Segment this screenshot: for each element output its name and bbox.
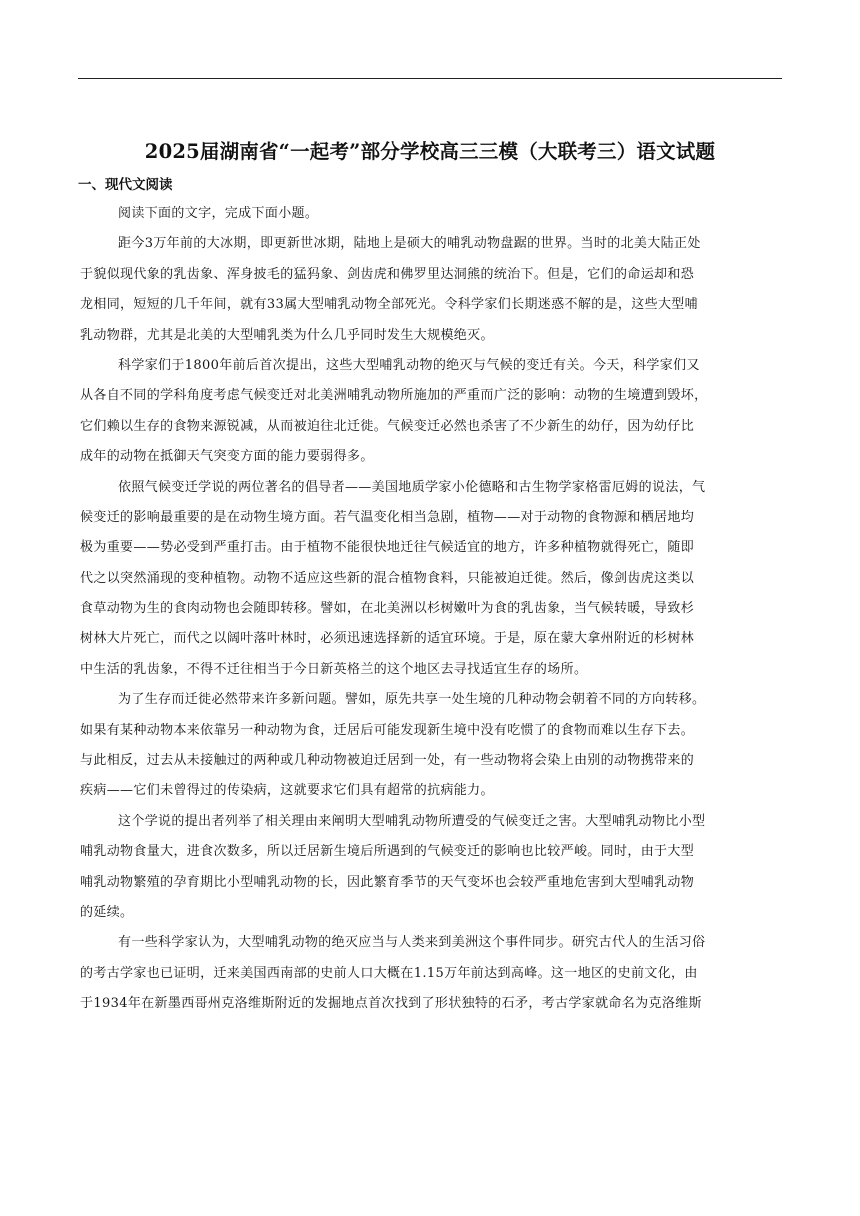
paragraph-instructions: [80, 199, 782, 229]
text-line: 中生活的乳齿象，不得不迁往相当于今日新英格兰的这个地区去寻找适宜生存的场所。: [80, 661, 588, 677]
header-rule: [78, 78, 782, 79]
paragraph-4: [80, 685, 782, 807]
paragraph-6: [80, 928, 782, 1019]
page-title: 2025届湖南省“一起考”部分学校高三三模（大联考三）语文试题: [144, 140, 716, 163]
text-line: 阅读下面的文字，完成下面小题。: [118, 206, 319, 221]
text-line: 哺乳动物食量大，进食次数多，所以迁居新生境后所遇到的气候变迁的影响也比较严峻。同时，由于大型: [80, 844, 695, 860]
text-line: 树林大片死亡，而代之以阔叶落叶林时，必须迅速选择新的适宜环境。于是，原在蒙大拿州附近的杉树林: [80, 631, 695, 647]
text-line: 候变迁的影响最重要的是在动物生境方面。若气温变化相当急剧，植物——对于动物的食物源和栖居地均: [80, 509, 695, 525]
text-line: 乳动物群，尤其是北美的大型哺乳类为什么几乎同时发生大规模绝灭。: [80, 327, 494, 343]
text-line: 食草动物为生的食肉动物也会随即转移。譬如，在北美洲以杉树嫩叶为食的乳齿象，当气候转暖，导致杉: [80, 601, 695, 617]
text-line: 与此相反，过去从未接触过的两种或几种动物被迫迁居到一处，有一些动物将会染上由别的动物携带来的: [80, 753, 695, 769]
paragraph-1: [80, 229, 782, 351]
text-line: 于貌似现代象的乳齿象、浑身披毛的猛犸象、剑齿虎和佛罗里达洞熊的统治下。但是，它们的命运却和恐: [80, 266, 695, 282]
text-line: 哺乳动物繁殖的孕育期比小型哺乳动物的长，因此繁育季节的天气变坏也会较严重地危害到大型哺乳动物: [80, 874, 695, 890]
section-heading: 一、现代文阅读: [78, 177, 173, 193]
paragraph-5: [80, 807, 782, 929]
text-line: 如果有某种动物本来依靠另一种动物为食，迁居后可能发现新生境中没有吃惯了的食物而难以生存下去。: [80, 722, 695, 738]
text-line: 的延续。: [80, 904, 134, 920]
text-line: 距今3万年前的大冰期，即更新世冰期，陆地上是硕大的哺乳动物盘踞的世界。当时的北美大陆正处: [118, 236, 701, 252]
text-line: 代之以突然涌现的变种植物。动物不适应这些新的混合植物食料，只能被迫迁徙。然后，像剑齿虎这类以: [80, 570, 695, 586]
text-line: 它们赖以生存的食物来源锐减，从而被迫往北迁徙。气候变迁必然也杀害了不少新生的幼仔，因为幼仔比: [80, 418, 695, 434]
text-line: 为了生存而迁徙必然带来许多新问题。譬如，原先共享一处生境的几种动物会朝着不同的方向转移。: [118, 692, 706, 708]
text-line: 于1934年在新墨西哥州克洛维斯附近的发掘地点首次找到了形状独特的石矛，考古学家就命名为克洛维斯: [80, 996, 702, 1012]
text-line: 这个学说的提出者列举了相关理由来阐明大型哺乳动物所遭受的气候变迁之害。大型哺乳动物比小型: [118, 813, 706, 829]
text-line: 依照气候变迁学说的两位著名的倡导者——美国地质学家小伦德略和古生物学家格雷厄姆的说法，气: [118, 479, 706, 495]
text-line: 有一些科学家认为，大型哺乳动物的绝灭应当与人类来到美洲这个事件同步。研究古代人的生活习俗: [118, 935, 706, 951]
document-body: [80, 199, 782, 1020]
text-line: 龙相同，短短的几千年间，就有33属大型哺乳动物全部死光。令科学家们长期迷惑不解的是，这些大型哺: [80, 297, 698, 313]
text-line: 科学家们于1800年前后首次提出，这些大型哺乳动物的绝灭与气候的变迁有关。今天，科学家们又: [118, 357, 700, 373]
text-line: 的考古学家也已证明，迁来美国西南部的史前人口大概在1.15万年前达到高峰。这一地区的史前文化，由: [80, 965, 698, 981]
text-line: 极为重要——势必受到严重打击。由于植物不能很快地迁往气候适宜的地方，许多种植物就得死亡，随即: [80, 540, 695, 556]
paragraph-3: [80, 473, 782, 686]
text-line: 成年的动物在抵御天气突变方面的能力要弱得多。: [80, 449, 374, 465]
text-line: 从各自不同的学科角度考虑气候变迁对北美洲哺乳动物所施加的严重而广泛的影响：动物的生境遭到毁坏，: [80, 388, 708, 404]
paragraph-2: [80, 351, 782, 473]
text-line: 疾病——它们未曾得过的传染病，这就要求它们具有超常的抗病能力。: [80, 783, 494, 799]
